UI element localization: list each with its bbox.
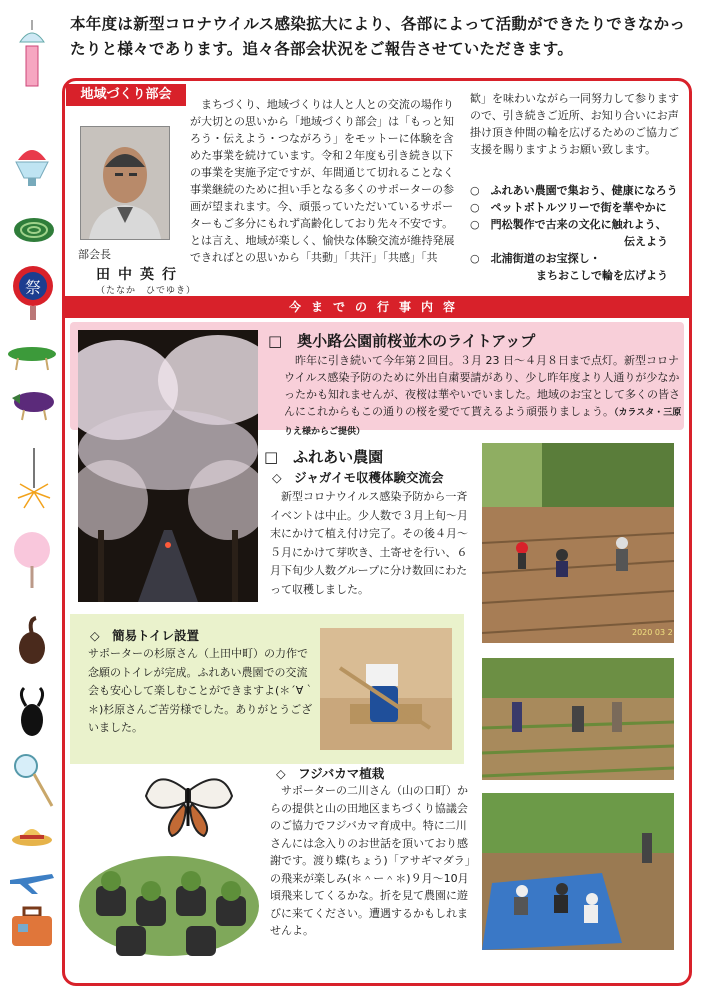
farm-title: □ ふれあい農園	[264, 448, 384, 466]
goal-item: ○ ペットボトルツリーで街を華やかに	[470, 201, 667, 214]
toilet-title: ◇ 簡易トイレ設置	[90, 628, 199, 643]
leader-reading: （たなか ひでゆき）	[96, 286, 197, 296]
eggplant-cow-icon	[8, 388, 58, 422]
night-sakura-photo	[78, 330, 258, 602]
section-label: 地域づくり部会	[66, 84, 186, 106]
lightup-title: □ 奥小路公園前桜並木のライトアップ	[268, 332, 536, 350]
festival-fan-icon	[8, 262, 58, 322]
events-banner: 今までの行事内容	[64, 296, 690, 318]
suitcase-icon	[8, 906, 56, 950]
farm-photo-planting	[482, 443, 674, 643]
message-column-1: まちづくり、地域づくりは人と人との交流の場作りが大切との思いから「地域づくり部会」は「もっと知ろう・伝えよう・つながろう」をモットーに体験を含めた事業を続けています。令和２年度も引き続き以下の事業を実施予定ですが、年間通じて切れることなく事業継続のために担い手となる多くのサポーターの参画が望まれます。今、頑張っていただいているサポーターもご多分にもれず高齢化しており先々不安です。とは言え、地域が楽しく、愉快な体験交流が維持発展できればとの思いから「共動」「共汗」「共感」「共	[190, 98, 455, 264]
goal-item: ○ 北浦街道のお宝探し・	[470, 252, 601, 265]
photo-date-stamp: 2020 03 2	[632, 628, 673, 637]
potato-title: ◇ ジャガイモ収穫体験交流会	[272, 470, 444, 485]
sparkler-icon	[14, 448, 54, 510]
leader-portrait	[80, 126, 170, 240]
lightup-text	[284, 352, 682, 441]
stag-beetle-icon	[10, 684, 54, 740]
farm-photo-cultivating	[482, 658, 674, 780]
leader-role: 部会長	[78, 248, 111, 261]
photo-credit: （カラスタ・三原りえ様からご提供）	[284, 408, 682, 437]
goal-item: まちおこしで輪を広げよう	[470, 269, 668, 282]
goal-item: ○ 門松製作で古来の文化に触れよう、	[470, 218, 667, 231]
fujibakama-butterfly-photo	[76, 766, 262, 960]
bug-net-icon	[12, 752, 56, 808]
message-column-2: 歓」を味わいながら一同努力して参りますので、引き続きご近所、お知り合いにお声掛け頂き仲間の輪を広げるためのご協力ご支援を賜りますようお願い致します。	[470, 92, 679, 156]
mosquito-coil-icon	[10, 210, 58, 250]
lightup-body: 昨年に引き続いて今年第２回目。３月 23 日～４月８日まで点灯。新型コロナウイルス感染予防のために外出自粛要請があり、少し昨年度より人通りが少なかったかも知れませんが、夜桜は華やいでいました。地域のお宝として多くの皆さんにこれからもこの通りの桜を愛でて貰えるよう頑張りましょう。	[284, 354, 680, 418]
intro-text: 本年度は新型コロナウイルス感染拡大により、各部によって活動ができたりできなかったりと様々であります。追々各部会状況をご報告させていただきます。	[70, 15, 686, 58]
fuji-title: ◇ フジバカマ植栽	[276, 766, 385, 781]
cucumber-horse-icon	[6, 342, 58, 372]
goal-item: ○ ふれあい農園で集おう、健康になろう	[470, 184, 678, 197]
goals-list	[470, 182, 685, 284]
farm-photo-harvest	[482, 793, 674, 950]
straw-hat-icon	[10, 818, 54, 848]
fuji-text: サポーターの二川さん（山の口町）からの提供と山の田地区まちづくり協議会のご協力でフジバカマ育成中。特に二川さんには念入りのお世話を頂いており感謝です。渡り蝶(ちょう)「アサギマダラ」の飛来が楽しみ(＊＾ー＾＊)９月～10月頃飛来してくるかな。折を見て農園に遊びに来てください。遭遇するかもしれませんよ。	[270, 784, 471, 937]
toilet-text: サポーターの杉原さん（上田中町）の力作で念願のトイレが完成。ふれあい農園での交流会も安心して楽しむことができますよ(＊´∀｀＊)杉原さんご苦労様でした。ありがとうございました。	[88, 647, 315, 734]
cotton-candy-icon	[10, 530, 54, 590]
rhinoceros-beetle-icon	[10, 616, 54, 666]
goal-item: 伝えよう	[470, 235, 668, 248]
airplane-icon	[8, 860, 56, 896]
leader-name: 田中英行	[96, 267, 184, 283]
svg-text:祭: 祭	[24, 278, 42, 297]
shaved-ice-icon	[10, 140, 54, 190]
toilet-photo	[320, 628, 452, 750]
potato-text: 新型コロナウイルス感染予防から一斉イベントは中止。少人数で３月上旬～月末にかけて植え付け完了。その後４月～５月にかけて芽吹き、土寄せを行い、６月下旬少人数グループに分け数回にわたって収穫しました。	[270, 490, 468, 596]
wind-chime-icon	[10, 20, 54, 90]
